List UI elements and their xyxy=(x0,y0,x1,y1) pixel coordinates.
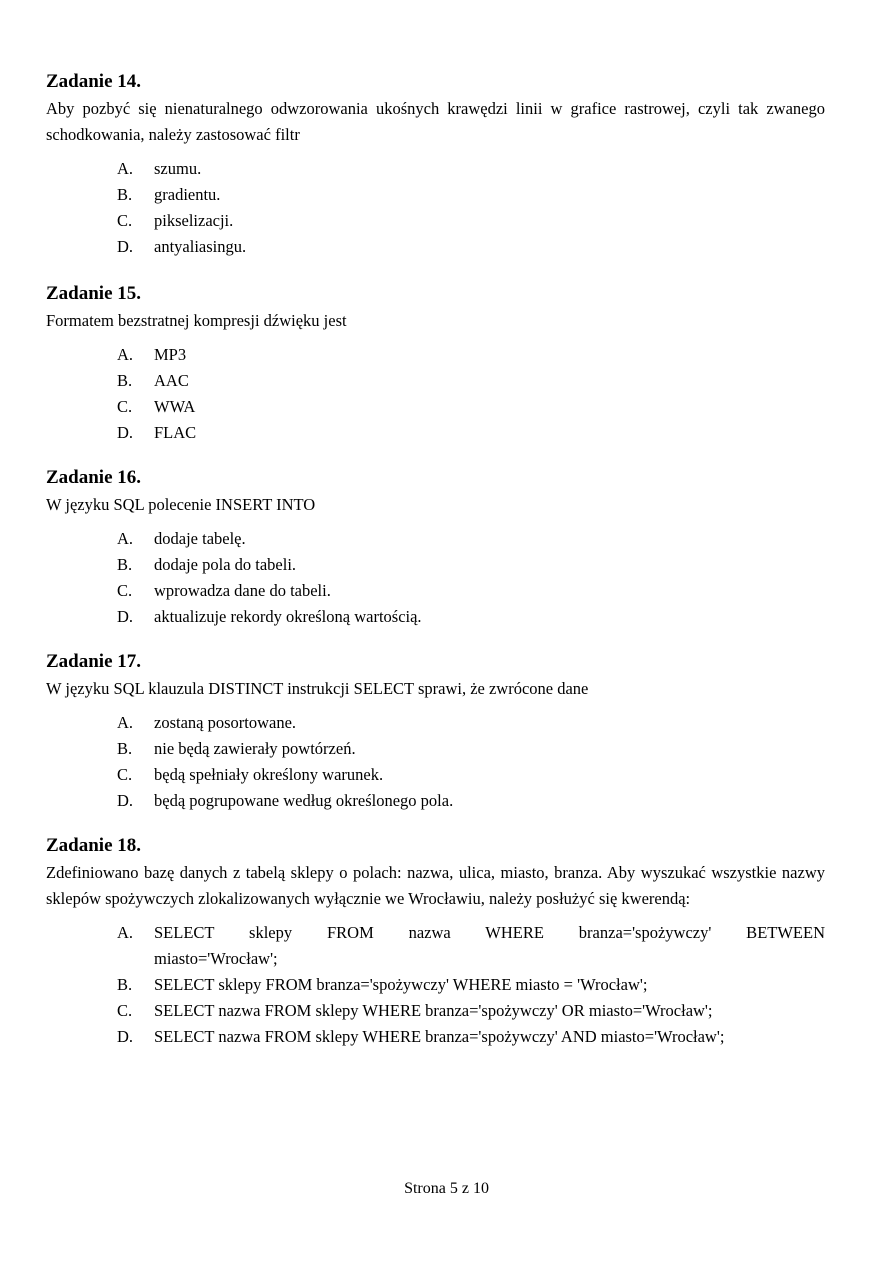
answer-option-a[interactable] xyxy=(117,710,825,736)
answer-option-a[interactable] xyxy=(117,342,825,368)
option-letter: D. xyxy=(117,237,134,256)
option-text: pikselizacji. xyxy=(154,211,234,230)
answer-option-d[interactable] xyxy=(117,1024,825,1050)
option-text: będą spełniały określony warunek. xyxy=(154,765,384,784)
option-letter: C. xyxy=(117,765,133,784)
option-text: dodaje tabelę. xyxy=(154,529,246,548)
option-letter: B. xyxy=(117,555,133,574)
answer-option-c[interactable] xyxy=(117,578,825,604)
answer-option-b[interactable] xyxy=(117,182,825,208)
answer-option-d[interactable] xyxy=(117,234,825,260)
task-17 xyxy=(46,650,825,814)
task-question: Zdefiniowano bazę danych z tabelą sklepy o polach: nazwa, ulica, miasto, branza. Aby wyszukać wszystkie nazwy sklepów spożywczych zlokalizowanych wyłącznie we Wrocławiu, należy posłużyć się kwerendą: xyxy=(46,863,825,908)
option-text: zostaną posortowane. xyxy=(154,713,297,732)
option-text-line-2: miasto='Wrocław'; xyxy=(154,949,278,968)
option-text: SELECT nazwa FROM sklepy WHERE branza='spożywczy' AND miasto='Wrocław'; xyxy=(154,1027,725,1046)
answer-option-c[interactable] xyxy=(117,394,825,420)
option-letter: A. xyxy=(117,529,134,548)
option-letter: A. xyxy=(117,923,134,942)
option-letter: C. xyxy=(117,581,133,600)
answer-option-a[interactable] xyxy=(117,526,825,552)
option-text: aktualizuje rekordy określoną wartością. xyxy=(154,607,422,626)
option-letter: B. xyxy=(117,371,133,390)
task-15 xyxy=(46,282,825,446)
answer-option-d[interactable] xyxy=(117,604,825,630)
answer-options xyxy=(117,526,825,630)
answer-option-c[interactable] xyxy=(117,208,825,234)
option-text: SELECT sklepy FROM branza='spożywczy' WHERE miasto = 'Wrocław'; xyxy=(154,975,648,994)
option-text: WWA xyxy=(154,397,196,416)
answer-options xyxy=(117,342,825,446)
answer-option-a[interactable] xyxy=(117,156,825,182)
task-16 xyxy=(46,466,825,630)
answer-option-c[interactable] xyxy=(117,998,825,1024)
task-title: Zadanie 16. xyxy=(46,467,142,488)
option-letter: A. xyxy=(117,345,134,364)
answer-option-b[interactable] xyxy=(117,368,825,394)
task-question: Aby pozbyć się nienaturalnego odwzorowania ukośnych krawędzi linii w grafice rastrowej, czyli tak zwanego schodkowania, należy zastosować filtr xyxy=(46,99,825,144)
option-text: antyaliasingu. xyxy=(154,237,247,256)
option-letter: C. xyxy=(117,397,133,416)
option-text: nie będą zawierały powtórzeń. xyxy=(154,739,356,758)
option-text: gradientu. xyxy=(154,185,221,204)
answer-option-d[interactable] xyxy=(117,788,825,814)
option-letter: A. xyxy=(117,159,134,178)
task-title: Zadanie 17. xyxy=(46,651,142,672)
task-question: W języku SQL klauzula DISTINCT instrukcji SELECT sprawi, że zwrócone dane xyxy=(46,679,589,698)
option-text: FLAC xyxy=(154,423,197,442)
option-text: szumu. xyxy=(154,159,202,178)
answer-option-a[interactable] xyxy=(117,920,825,972)
option-text: MP3 xyxy=(154,345,187,364)
option-letter: C. xyxy=(117,211,133,230)
answer-option-b[interactable] xyxy=(117,552,825,578)
option-text: wprowadza dane do tabeli. xyxy=(154,581,331,600)
answer-option-b[interactable] xyxy=(117,972,825,998)
answer-options xyxy=(117,156,825,260)
answer-option-b[interactable] xyxy=(117,736,825,762)
task-question: Formatem bezstratnej kompresji dźwięku jest xyxy=(46,311,347,330)
answer-option-d[interactable] xyxy=(117,420,825,446)
task-18 xyxy=(46,834,825,1050)
option-letter: C. xyxy=(117,1001,133,1020)
option-text: będą pogrupowane według określonego pola. xyxy=(154,791,454,810)
answer-option-c[interactable] xyxy=(117,762,825,788)
option-letter: D. xyxy=(117,607,134,626)
task-question: W języku SQL polecenie INSERT INTO xyxy=(46,495,316,514)
option-letter: B. xyxy=(117,975,133,994)
option-text: AAC xyxy=(154,371,189,390)
option-letter: B. xyxy=(117,185,133,204)
task-title: Zadanie 18. xyxy=(46,835,142,856)
option-text-line-1: SELECT sklepy FROM nazwa WHERE branza='spożywczy' BETWEEN xyxy=(154,923,825,942)
option-letter: D. xyxy=(117,423,134,442)
option-text: dodaje pola do tabeli. xyxy=(154,555,297,574)
option-letter: D. xyxy=(117,1027,134,1046)
task-title: Zadanie 14. xyxy=(46,71,142,92)
option-text-multiline xyxy=(154,920,825,972)
option-text: SELECT nazwa FROM sklepy WHERE branza='spożywczy' OR miasto='Wrocław'; xyxy=(154,1001,713,1020)
answer-options xyxy=(117,920,825,1050)
task-title: Zadanie 15. xyxy=(46,283,142,304)
answer-options xyxy=(117,710,825,814)
option-letter: A. xyxy=(117,713,134,732)
option-letter: D. xyxy=(117,791,134,810)
task-14 xyxy=(46,70,825,260)
option-letter: B. xyxy=(117,739,133,758)
page-number: Strona 5 z 10 xyxy=(404,1180,489,1197)
